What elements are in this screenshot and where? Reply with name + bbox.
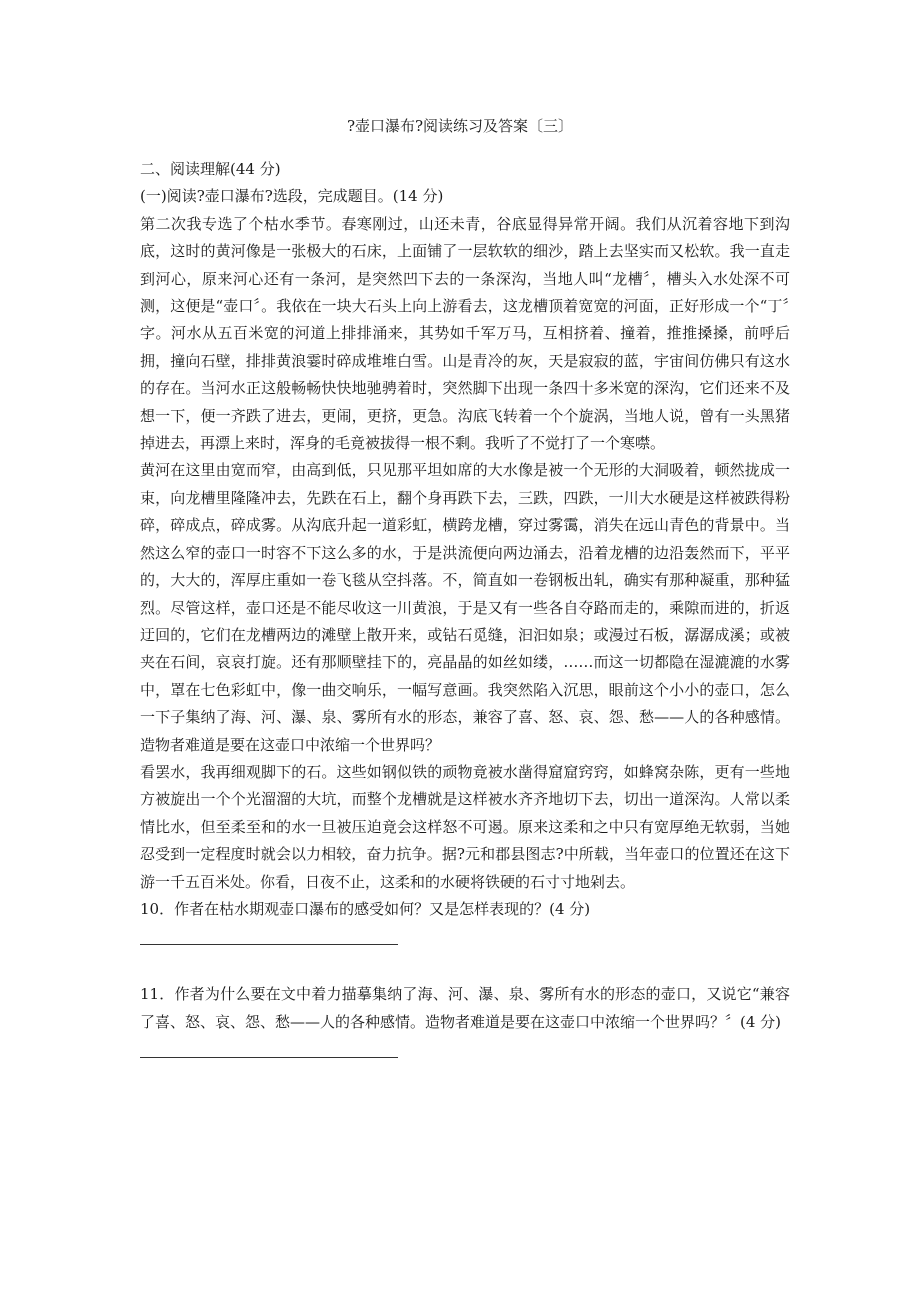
- question-10: 10．作者在枯水期观壶口瀑布的感受如何？又是怎样表现的？(4 分): [140, 899, 591, 918]
- section-heading: 二、阅读理解(44 分): [140, 160, 281, 178]
- document-body: [140, 156, 790, 1058]
- passage-paragraph-1: 第二次我专选了个枯水季节。春寒刚过，山还未青，谷底显得异常开阔。我们从沉着容地下到沟底，这时的黄河像是一张极大的石床，上面铺了一层软软的细沙，踏上去坚实而又松软。我一直走到河心，原来河心还有一条河，是突然凹下去的一条深沟，当地人叫“龙槽〞，槽头入水处深不可测，这便是“壶口〞。我依在一块大石头上向上游看去，这龙槽顶着宽宽的河面，正好形成一个“丁〞字。河水从五百米宽的河道上排排涌来，其势如千军万马，互相挤着、撞着，推推搡搡，前呼后拥，撞向石壁，排排黄浪霎时碎成堆堆白雪。山是青冷的灰，天是寂寂的蓝，宇宙间仿佛只有这水的存在。当河水正这般畅畅快快地驰骋着时，突然脚下出现一条四十多米宽的深沟，它们还来不及想一下，便一齐跌了进去，更闹，更挤，更急。沟底飞转着一个个旋涡，当地人说，曾有一头黑猪掉进去，再漂上来时，浑身的毛竟被拔得一根不剩。我听了不觉打了一个寒噤。: [140, 214, 790, 453]
- question-11: 11．作者为什么要在文中着力描摹集纳了海、河、瀑、泉、雾所有水的形态的壶口，又说它“兼容了喜、怒、哀、怨、愁——人的各种感情。造物者难道是要在这壶口中浓缩一个世界吗？〞(4 分): [140, 985, 790, 1031]
- passage-paragraph-3: 看罢水，我再细观脚下的石。这些如钢似铁的顽物竟被水凿得窟窟窍窍，如蜂窝杂陈，更有一些地方被旋出一个个光溜溜的大坑，而整个龙槽就是这样被水齐齐地切下去，切出一道深沟。人常以柔情比水，但至柔至和的水一旦被压迫竟会这样怒不可遏。原来这柔和之中只有宽厚绝无软弱，当她忍受到一定程度时就会以力相较，奋力抗争。据?元和郡县图志?中所载，当年壶口的位置还在这下游一千五百米处。你看，日夜不止，这柔和的水硬将铁硬的石寸寸地剁去。: [140, 762, 790, 891]
- passage-instruction: (一)阅读?壶口瀑布?选段，完成题目。(14 分): [140, 187, 444, 206]
- page-title: ?壶口瀑布?阅读练习及答案〔三〕: [346, 117, 574, 135]
- answer-line-11[interactable]: [140, 1057, 398, 1058]
- passage-paragraph-2: 黄河在这里由宽而窄，由高到低，只见那平坦如席的大水像是被一个无形的大洞吸着，顿然拢成一束，向龙槽里隆隆冲去，先跌在石上，翻个身再跌下去，三跌，四跌，一川大水硬是这样被跌得粉碎，碎成点，碎成雾。从沟底升起一道彩虹，横跨龙槽，穿过雾霭，消失在远山青色的背景中。当然这么窄的壶口一时容不下这么多的水，于是洪流便向两边涌去，沿着龙槽的边沿轰然而下，平平的，大大的，浑厚庄重如一卷飞毯从空抖落。不，简直如一卷钢板出轧，确实有那种凝重，那种猛烈。尽管这样，壶口还是不能尽收这一川黄浪，于是又有一些各自夺路而走的，乘隙而进的，折返迂回的，它们在龙槽两边的滩壁上散开来，或钻石觅缝，汩汩如泉；或漫过石板，潺潺成溪；或被夹在石间，哀哀打旋。还有那顺壁挂下的，亮晶晶的如丝如缕，……而这一切都隐在湿漉漉的水雾中，罩在七色彩虹中，像一曲交响乐，一幅写意画。我突然陷入沉思，眼前这个小小的壶口，怎么一下子集纳了海、河、瀑、泉、雾所有水的形态，兼容了喜、怒、哀、怨、愁——人的各种感情。造物者难道是要在这壶口中浓缩一个世界吗？: [140, 461, 790, 754]
- spacer: [140, 945, 790, 981]
